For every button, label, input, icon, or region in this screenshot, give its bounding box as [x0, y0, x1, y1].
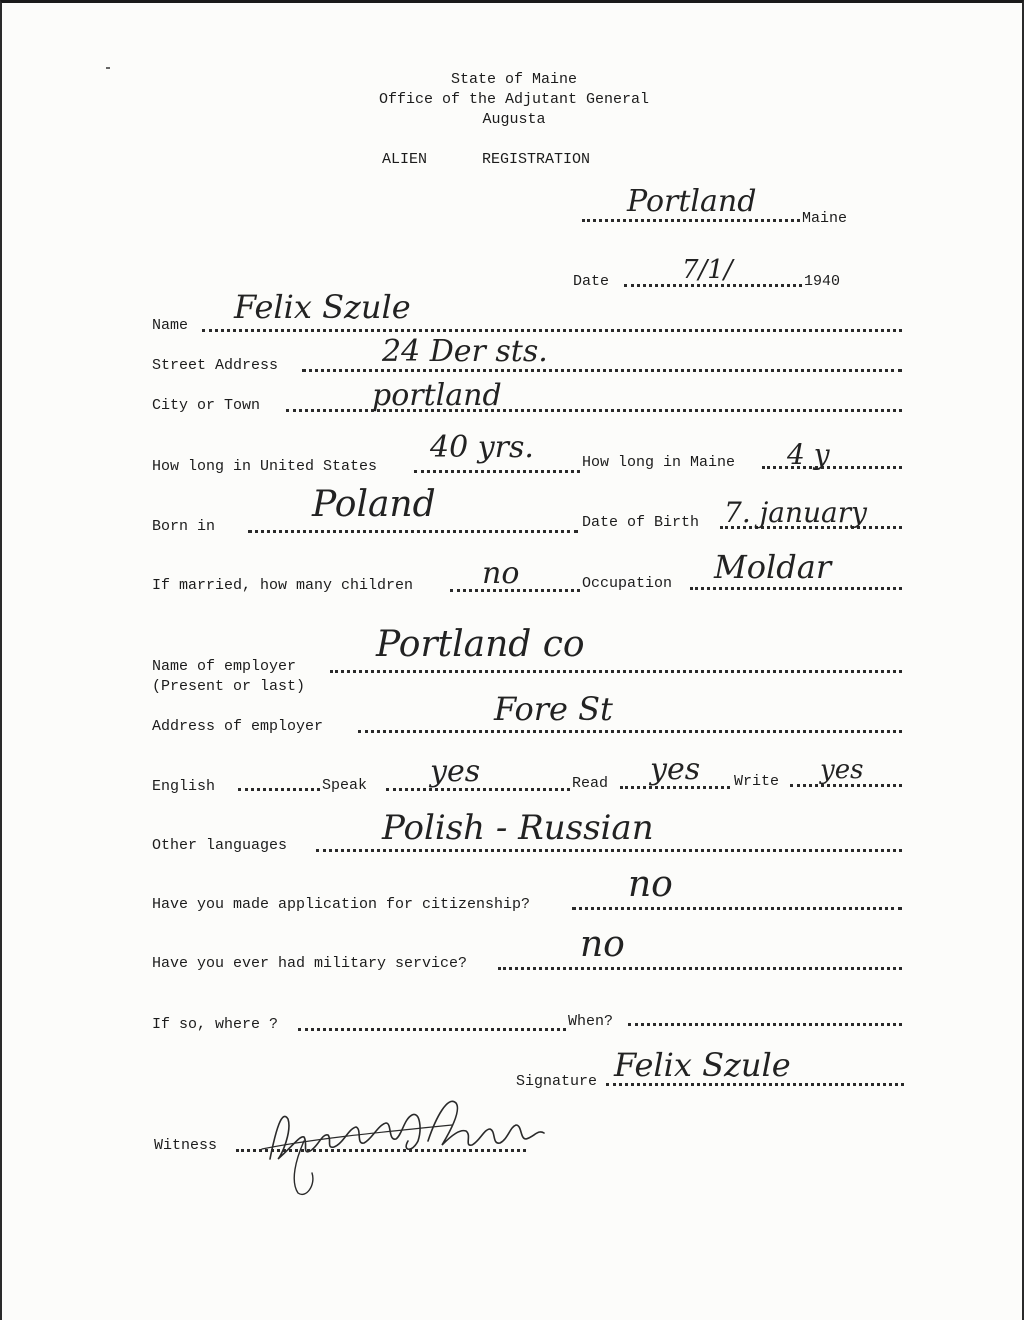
name-dots — [202, 329, 902, 332]
english-dots — [238, 788, 320, 791]
title-alien: ALIEN — [382, 151, 428, 168]
occupation-value: Moldar — [714, 548, 832, 586]
us-years-label: How long in United States — [152, 458, 378, 475]
location-suffix: Maine — [802, 210, 848, 227]
witness-label: Witness — [154, 1137, 218, 1154]
us-years-value: 40 yrs. — [430, 430, 534, 465]
other-languages-value: Polish - Russian — [382, 808, 654, 848]
date-value: 7/1/ — [682, 255, 733, 285]
header-city: Augusta — [482, 111, 546, 128]
citizenship-label: Have you made application for citizenship? — [152, 896, 531, 913]
title-registration: REGISTRATION — [482, 151, 591, 168]
read-value: yes — [650, 752, 701, 787]
signature-value: Felix Szule — [614, 1046, 791, 1084]
military-label: Have you ever had military service? — [152, 955, 468, 972]
military-dots — [498, 967, 902, 970]
children-label: If married, how many children — [152, 577, 414, 594]
born-dots — [248, 530, 578, 533]
other-languages-dots — [316, 849, 902, 852]
date-label: Date — [573, 273, 610, 290]
children-value: no — [482, 556, 520, 591]
employer-address-value: Fore St — [494, 690, 613, 728]
name-value: Felix Szule — [234, 288, 411, 326]
us-years-dots — [414, 470, 580, 473]
employer-address-label: Address of employer — [152, 718, 324, 735]
maine-years-label: How long in Maine — [582, 454, 736, 471]
write-value: yes — [820, 755, 864, 785]
maine-years-value: 4 y — [787, 438, 830, 471]
military-value: no — [580, 924, 625, 965]
street-value: 24 Der sts. — [382, 334, 548, 369]
speak-value: yes — [430, 754, 481, 789]
employer-address-dots — [358, 730, 902, 733]
witness-signature-scribble — [252, 1089, 572, 1199]
employer-dots — [330, 670, 902, 673]
dob-value: 7. january — [724, 496, 867, 529]
where-label: If so, where ? — [152, 1016, 279, 1033]
speak-label: Speak — [322, 777, 368, 794]
born-value: Poland — [312, 484, 436, 525]
paper-speck — [106, 67, 110, 69]
employer-value: Portland co — [376, 624, 585, 665]
maine-years-dots — [762, 466, 902, 469]
header-state: State of Maine — [450, 71, 578, 88]
location-dots — [582, 219, 800, 222]
other-languages-label: Other languages — [152, 837, 288, 854]
employer-sublabel: (Present or last) — [152, 678, 306, 695]
date-year: 1940 — [804, 273, 841, 290]
citizenship-dots — [572, 907, 902, 910]
read-label: Read — [572, 775, 609, 792]
citizenship-value: no — [628, 864, 673, 905]
write-label: Write — [734, 773, 780, 790]
occupation-label: Occupation — [582, 575, 673, 592]
born-label: Born in — [152, 518, 216, 535]
where-dots — [298, 1028, 566, 1031]
when-label: When? — [568, 1013, 614, 1030]
signature-label: Signature — [516, 1073, 598, 1090]
name-label: Name — [152, 317, 189, 334]
street-dots — [302, 369, 902, 372]
employer-label: Name of employer — [152, 658, 297, 675]
english-label: English — [152, 778, 216, 795]
city-label: City or Town — [152, 397, 261, 414]
header-office: Office of the Adjutant General — [378, 91, 650, 108]
dob-label: Date of Birth — [582, 514, 700, 531]
when-dots — [628, 1023, 902, 1026]
city-value: portland — [372, 378, 502, 413]
location-value: Portland — [627, 184, 757, 219]
witness-signature — [252, 1089, 572, 1199]
street-label: Street Address — [152, 357, 279, 374]
occupation-dots — [690, 587, 902, 590]
